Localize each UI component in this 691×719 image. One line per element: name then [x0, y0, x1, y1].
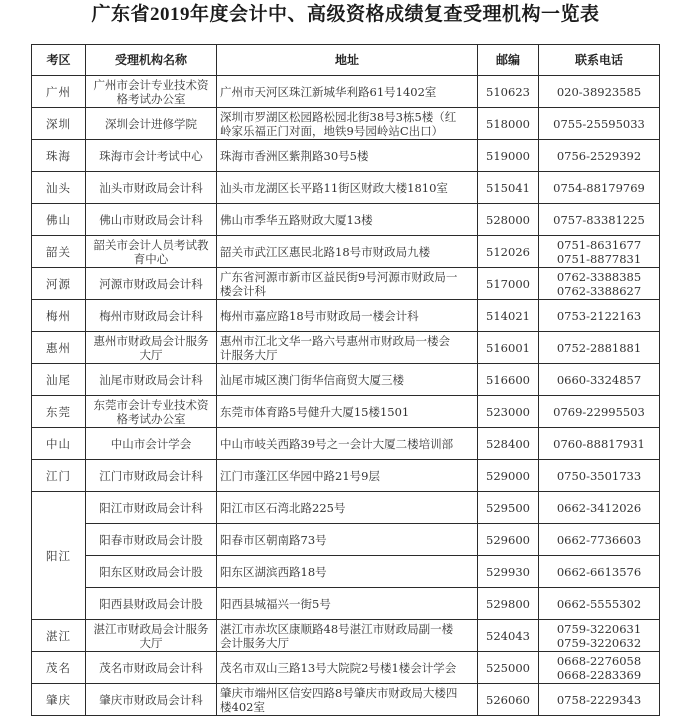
cell-region: 惠州	[32, 332, 86, 364]
cell-address	[217, 204, 478, 236]
cell-phone	[539, 396, 660, 428]
cell-postcode: 517000	[478, 268, 539, 300]
cell-agency-name-line: 珠海市会计考试中心	[99, 148, 203, 163]
cell-agency-name	[86, 396, 217, 428]
cell-address	[217, 684, 478, 716]
cell-agency-name	[86, 652, 217, 684]
cell-address	[217, 620, 478, 652]
cell-phone-line: 0751-8631677	[556, 237, 642, 252]
table-row	[32, 268, 660, 300]
cell-phone-line: 0759-3220632	[556, 635, 642, 650]
cell-postcode: 529800	[478, 588, 539, 620]
table-row	[32, 620, 660, 652]
cell-region: 河源	[32, 268, 86, 300]
cell-phone-line: 0752-2881881	[556, 340, 642, 355]
cell-region: 东莞	[32, 396, 86, 428]
cell-phone	[539, 524, 660, 556]
cell-address-line: 阳春市区朝南路73号	[220, 532, 327, 547]
table-row	[32, 236, 660, 268]
cell-phone	[539, 204, 660, 236]
cell-agency-name-line: 中山市会计学会	[110, 436, 192, 451]
cell-phone-line: 0757-83381225	[553, 212, 645, 227]
cell-address	[217, 492, 478, 524]
cell-postcode: 516001	[478, 332, 539, 364]
cell-agency-name-line: 阳春市财政局会计股	[99, 532, 203, 547]
cell-address-line: 茂名市双山三路13号大院院2号楼1楼会计学会	[220, 660, 457, 675]
cell-region: 阳江	[32, 492, 86, 620]
cell-address-line: 韶关市武江区惠民北路18号市财政局九楼	[220, 244, 431, 259]
cell-address-line: 计服务大厅	[220, 347, 278, 362]
cell-address	[217, 172, 478, 204]
cell-address	[217, 396, 478, 428]
cell-phone	[539, 428, 660, 460]
cell-agency-name	[86, 108, 217, 140]
cell-phone-line: 0662-3412026	[556, 500, 642, 515]
cell-region: 汕头	[32, 172, 86, 204]
table-row	[32, 204, 660, 236]
cell-phone	[539, 236, 660, 268]
cell-agency-name-line: 汕头市财政局会计科	[99, 180, 203, 195]
cell-agency-name-line: 江门市财政局会计科	[99, 468, 203, 483]
cell-postcode: 529930	[478, 556, 539, 588]
cell-phone	[539, 460, 660, 492]
cell-agency-name-line: 东莞市会计专业技术资	[93, 397, 209, 412]
cell-address	[217, 76, 478, 108]
cell-agency-name-line: 大厅	[139, 635, 163, 650]
cell-address	[217, 652, 478, 684]
cell-phone-line: 0769-22995503	[553, 404, 645, 419]
table-row	[32, 556, 660, 588]
cell-address	[217, 428, 478, 460]
cell-phone-line: 0753-2122163	[556, 308, 642, 323]
cell-postcode: 514021	[478, 300, 539, 332]
cell-phone-line: 0759-3220631	[556, 621, 642, 636]
cell-phone	[539, 364, 660, 396]
cell-address	[217, 140, 478, 172]
cell-address	[217, 332, 478, 364]
cell-agency-name	[86, 204, 217, 236]
table-row	[32, 108, 660, 140]
cell-address-line: 广东省河源市新市区益民街9号河源市财政局一	[220, 269, 458, 284]
cell-agency-name-line: 河源市财政局会计科	[99, 276, 203, 291]
cell-region: 茂名	[32, 652, 86, 684]
cell-agency-name-line: 大厅	[139, 347, 163, 362]
cell-phone	[539, 492, 660, 524]
cell-phone	[539, 140, 660, 172]
cell-phone	[539, 300, 660, 332]
cell-address	[217, 556, 478, 588]
cell-address-line: 中山市岐关西路39号之一会计大厦二楼培训部	[220, 436, 454, 451]
cell-address	[217, 364, 478, 396]
review-agency-table	[31, 44, 660, 716]
cell-address-line: 阳江市区石湾北路225号	[220, 500, 346, 515]
cell-agency-name-line: 肇庆市财政局会计科	[99, 692, 203, 707]
table-header-row	[32, 45, 660, 76]
header-agency-name: 受理机构名称	[86, 45, 217, 76]
cell-agency-name-line: 佛山市财政局会计科	[99, 212, 203, 227]
header-address: 地址	[217, 45, 478, 76]
cell-region: 肇庆	[32, 684, 86, 716]
cell-postcode: 529600	[478, 524, 539, 556]
cell-address-line: 惠州市江北文华一路六号惠州市财政局一楼会	[220, 333, 450, 348]
cell-phone-line: 0758-2229343	[556, 692, 642, 707]
cell-address-line: 汕头市龙湖区长平路11街区财政大楼1810室	[220, 180, 448, 195]
cell-agency-name	[86, 268, 217, 300]
cell-agency-name-line: 汕尾市财政局会计科	[99, 372, 203, 387]
cell-postcode: 526060	[478, 684, 539, 716]
cell-phone-line: 0662-6613576	[556, 564, 642, 579]
cell-agency-name	[86, 620, 217, 652]
cell-agency-name-line: 韶关市会计人员考试教	[93, 237, 209, 252]
cell-address	[217, 588, 478, 620]
cell-postcode: 523000	[478, 396, 539, 428]
page-title: 广东省2019年度会计中、高级资格成绩复查受理机构一览表	[91, 4, 600, 25]
table-row	[32, 332, 660, 364]
cell-region: 中山	[32, 428, 86, 460]
cell-agency-name	[86, 588, 217, 620]
cell-agency-name	[86, 684, 217, 716]
cell-address-line: 楼会计科	[220, 283, 266, 298]
cell-address-line: 肇庆市端州区信安四路8号肇庆市财政局大楼四	[220, 685, 458, 700]
cell-agency-name-line: 梅州市财政局会计科	[99, 308, 203, 323]
cell-postcode: 515041	[478, 172, 539, 204]
cell-postcode: 528000	[478, 204, 539, 236]
cell-agency-name	[86, 556, 217, 588]
cell-agency-name-line: 广州市会计专业技术资	[93, 77, 209, 92]
cell-region: 广州	[32, 76, 86, 108]
cell-agency-name	[86, 364, 217, 396]
table-row	[32, 652, 660, 684]
cell-agency-name	[86, 76, 217, 108]
header-phone: 联系电话	[539, 45, 660, 76]
cell-phone-line: 0668-2276058	[556, 653, 642, 668]
table-row	[32, 364, 660, 396]
cell-address-line: 汕尾市城区澳门街华信商贸大厦三楼	[220, 372, 404, 387]
cell-phone-line: 0755-25595033	[553, 116, 645, 131]
header-postcode: 邮编	[478, 45, 539, 76]
table-row	[32, 396, 660, 428]
cell-region: 珠海	[32, 140, 86, 172]
cell-agency-name-line: 格考试办公室	[116, 411, 186, 426]
cell-postcode: 528400	[478, 428, 539, 460]
cell-postcode: 524043	[478, 620, 539, 652]
cell-address-line: 会计服务大厅	[220, 635, 289, 650]
cell-address	[217, 460, 478, 492]
cell-phone-line: 0751-8877831	[556, 251, 642, 266]
cell-phone-line: 0660-3324857	[556, 372, 642, 387]
cell-region: 韶关	[32, 236, 86, 268]
cell-region: 江门	[32, 460, 86, 492]
cell-phone-line: 0668-2283369	[556, 667, 642, 682]
cell-address	[217, 236, 478, 268]
cell-postcode: 529500	[478, 492, 539, 524]
cell-agency-name-line: 阳西县财政局会计股	[99, 596, 203, 611]
cell-phone-line: 0662-7736603	[556, 532, 642, 547]
cell-phone	[539, 172, 660, 204]
cell-address-line: 湛江市赤坎区康顺路48号湛江市财政局副一楼	[220, 621, 454, 636]
cell-agency-name-line: 茂名市财政局会计科	[99, 660, 203, 675]
cell-address	[217, 108, 478, 140]
cell-address-line: 佛山市季华五路财政大厦13楼	[220, 212, 373, 227]
cell-agency-name-line: 深圳会计进修学院	[105, 116, 197, 131]
cell-address-line: 楼402室	[220, 699, 265, 714]
cell-agency-name	[86, 332, 217, 364]
cell-address-line: 广州市天河区珠江新城华利路61号1402室	[220, 84, 437, 99]
table-row	[32, 140, 660, 172]
cell-phone	[539, 76, 660, 108]
cell-postcode: 512026	[478, 236, 539, 268]
cell-address	[217, 300, 478, 332]
cell-phone-line: 0762-3388627	[556, 283, 642, 298]
cell-postcode: 525000	[478, 652, 539, 684]
cell-agency-name	[86, 236, 217, 268]
cell-phone	[539, 556, 660, 588]
cell-region: 深圳	[32, 108, 86, 140]
cell-address-line: 阳西县城福兴一街5号	[220, 596, 331, 611]
cell-agency-name	[86, 140, 217, 172]
cell-region: 梅州	[32, 300, 86, 332]
cell-postcode: 518000	[478, 108, 539, 140]
cell-phone	[539, 268, 660, 300]
cell-postcode: 516600	[478, 364, 539, 396]
table-row	[32, 524, 660, 556]
cell-address-line: 东莞市体育路5号健升大厦15楼1501	[220, 404, 410, 419]
cell-agency-name	[86, 300, 217, 332]
cell-address-line: 珠海市香洲区紫荆路30号5楼	[220, 148, 369, 163]
table-row	[32, 460, 660, 492]
cell-agency-name-line: 阳东区财政局会计股	[99, 564, 203, 579]
cell-phone-line: 0762-3388385	[556, 269, 642, 284]
cell-agency-name-line: 阳江市财政局会计科	[99, 500, 203, 515]
cell-phone-line: 020-38923585	[556, 84, 642, 99]
table-row	[32, 76, 660, 108]
cell-phone-line: 0662-5555302	[556, 596, 642, 611]
cell-agency-name-line: 格考试办公室	[116, 91, 186, 106]
cell-phone-line: 0760-88817931	[553, 436, 645, 451]
cell-phone	[539, 332, 660, 364]
header-region: 考区	[32, 45, 86, 76]
cell-phone	[539, 652, 660, 684]
cell-postcode: 510623	[478, 76, 539, 108]
table-row	[32, 684, 660, 716]
cell-agency-name	[86, 172, 217, 204]
cell-phone	[539, 684, 660, 716]
table-body	[32, 76, 660, 716]
cell-region: 湛江	[32, 620, 86, 652]
cell-address-line: 阳东区湖滨西路18号	[220, 564, 327, 579]
cell-agency-name	[86, 428, 217, 460]
table-row	[32, 428, 660, 460]
cell-phone-line: 0750-3501733	[556, 468, 642, 483]
cell-address-line: 江门市蓬江区华园中路21号9层	[220, 468, 380, 483]
cell-agency-name	[86, 460, 217, 492]
cell-address	[217, 268, 478, 300]
cell-postcode: 529000	[478, 460, 539, 492]
cell-region: 汕尾	[32, 364, 86, 396]
cell-phone-line: 0756-2529392	[556, 148, 642, 163]
cell-agency-name-line: 育中心	[133, 251, 169, 266]
table-row	[32, 492, 660, 524]
cell-agency-name	[86, 524, 217, 556]
cell-phone	[539, 620, 660, 652]
cell-agency-name	[86, 492, 217, 524]
cell-phone	[539, 108, 660, 140]
cell-address-line: 梅州市嘉应路18号市财政局一楼会计科	[220, 308, 419, 323]
cell-address-line: 深圳市罗湖区松园路松园北街38号3栋5楼（红	[220, 109, 457, 124]
table-row	[32, 300, 660, 332]
cell-agency-name-line: 湛江市财政局会计服务	[93, 621, 209, 636]
cell-agency-name-line: 惠州市财政局会计服务	[93, 333, 209, 348]
cell-phone	[539, 588, 660, 620]
cell-phone-line: 0754-88179769	[553, 180, 645, 195]
table-row	[32, 588, 660, 620]
cell-address-line: 岭家乐福正门对面，地铁9号园岭站C出口）	[220, 123, 444, 138]
cell-address	[217, 524, 478, 556]
table-row	[32, 172, 660, 204]
cell-region: 佛山	[32, 204, 86, 236]
cell-postcode: 519000	[478, 140, 539, 172]
